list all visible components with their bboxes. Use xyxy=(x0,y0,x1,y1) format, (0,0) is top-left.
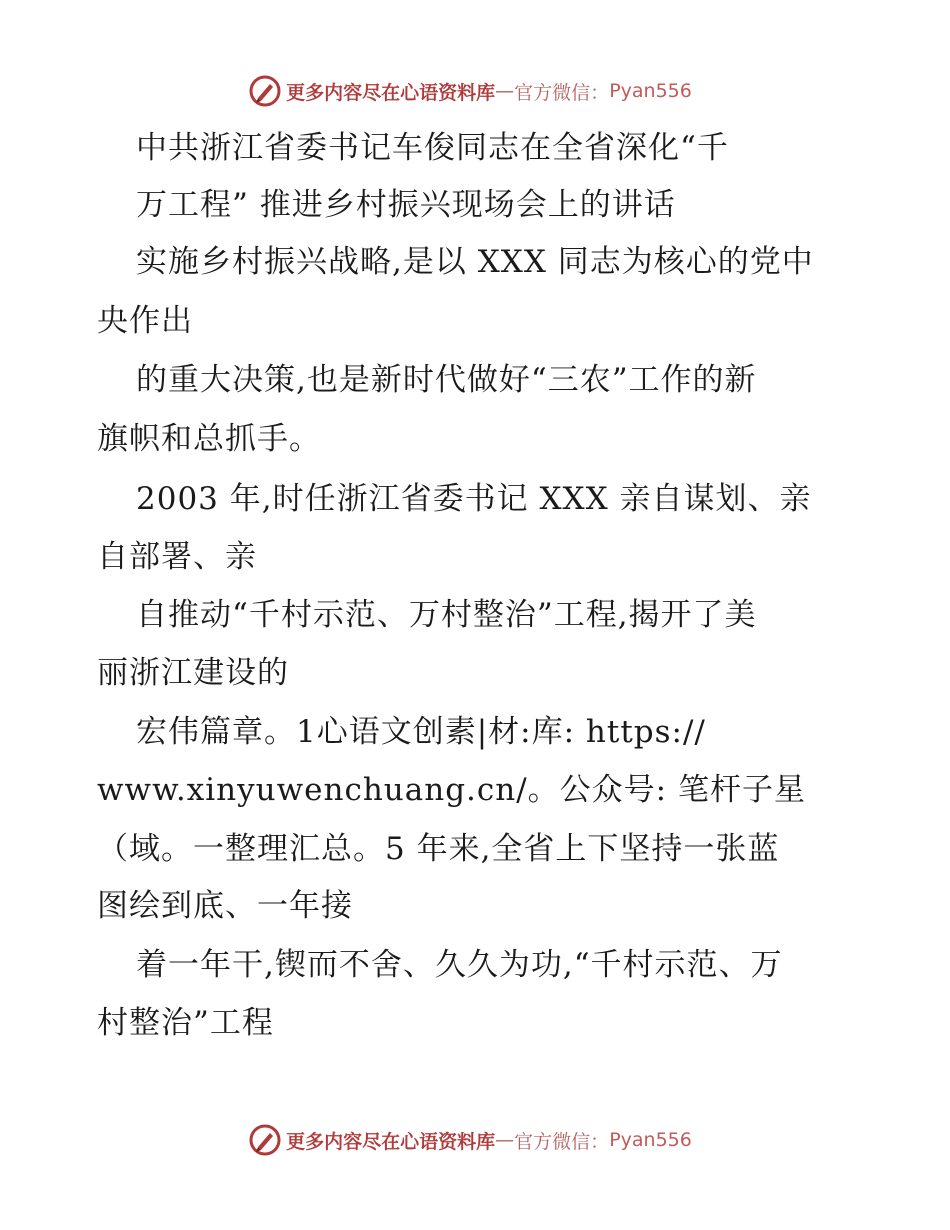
paragraph-line: 的重大决策,也是新时代做好“三农”工作的新 xyxy=(136,362,757,398)
banner-wechat-id: Pyan556 xyxy=(609,80,692,102)
paragraph-line: 实施乡村振兴战略,是以 XXX 同志为核心的党中 xyxy=(136,244,814,280)
footer-watermark-banner xyxy=(0,1120,950,1160)
paragraph-line: 自推动“千村示范、万村整治”工程,揭开了美 xyxy=(136,597,757,633)
paragraph-line: 丽浙江建设的 xyxy=(97,655,289,691)
pen-logo-icon xyxy=(248,1123,282,1157)
paragraph-line: 村整治”工程 xyxy=(97,1005,274,1041)
paragraph-line: （域。一整理汇总。5 年来,全省上下坚持一张蓝 xyxy=(97,831,780,867)
paragraph-line: 图绘到底、一年接 xyxy=(97,888,353,924)
paragraph-line: 宏伟篇章。1心语文创素|材:库: https:// xyxy=(136,714,706,750)
banner-text: 更多内容尽在心语资料库 xyxy=(286,1130,496,1153)
header-watermark-banner xyxy=(0,71,950,111)
document-title-line: 万工程” 推进乡村振兴现场会上的讲话 xyxy=(136,187,676,223)
banner-text: 更多内容尽在心语资料库 xyxy=(286,81,496,104)
banner-wechat-label: 官方微信： xyxy=(514,1130,610,1153)
paragraph-line: 2003 年,时任浙江省委书记 XXX 亲自谋划、亲 xyxy=(136,481,812,517)
paragraph-line: 央作出 xyxy=(97,303,193,339)
banner-separator: — xyxy=(495,1129,515,1151)
paragraph-line: www.xinyuwenchuang.cn/。公众号: 笔杆子星 xyxy=(97,772,806,808)
paragraph-line: 自部署、亲 xyxy=(97,539,257,575)
pen-logo-icon xyxy=(248,74,282,108)
paragraph-line: 着一年干,锲而不舍、久久为功,“千村示范、万 xyxy=(136,947,783,983)
paragraph-line: 旗帜和总抓手。 xyxy=(97,421,321,457)
document-title-line: 中共浙江省委书记车俊同志在全省深化“千 xyxy=(136,130,729,166)
banner-wechat-id: Pyan556 xyxy=(609,1129,692,1151)
banner-wechat-label: 官方微信： xyxy=(514,81,610,104)
banner-separator: — xyxy=(495,80,515,102)
